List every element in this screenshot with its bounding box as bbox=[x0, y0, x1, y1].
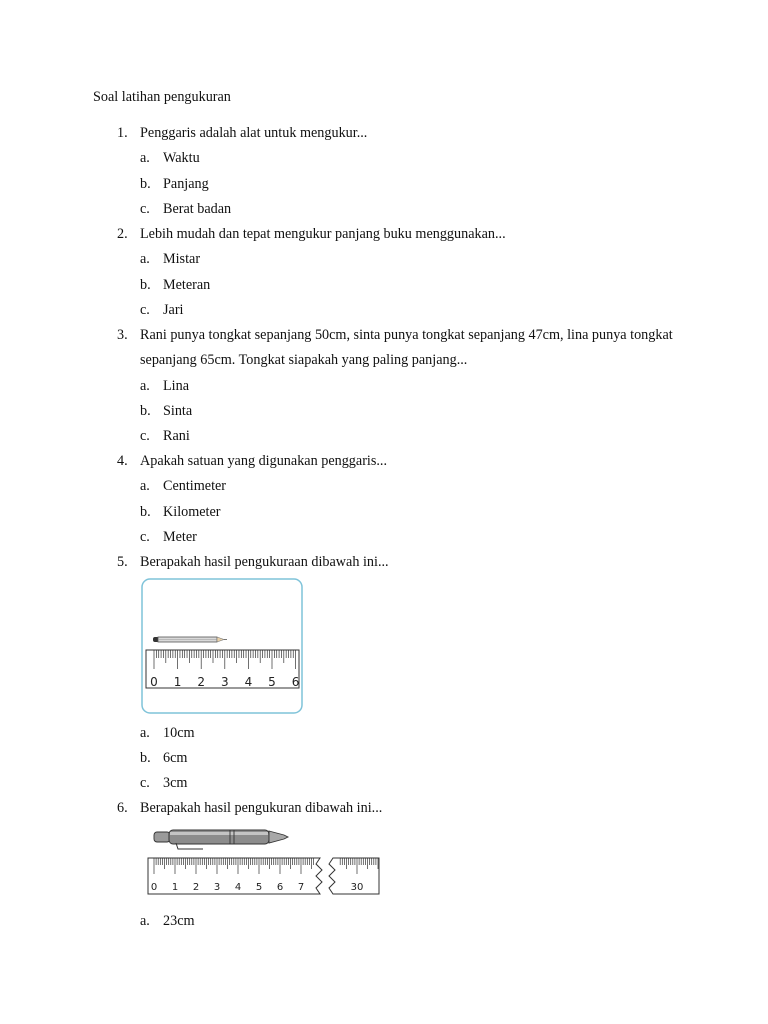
q2-option-b-letter: b. bbox=[140, 277, 151, 293]
ruler-label-2: 2 bbox=[197, 675, 206, 689]
q3-option-b-letter: b. bbox=[140, 403, 151, 419]
q3-option-c-letter: c. bbox=[140, 428, 150, 444]
question-4-text: Apakah satuan yang digunakan penggaris... bbox=[140, 453, 388, 469]
ruler-label-7: 7 bbox=[297, 882, 305, 893]
q1-option-b-letter: b. bbox=[140, 176, 151, 192]
q1-option-a-letter: a. bbox=[140, 150, 150, 166]
question-2-text: Lebih mudah dan tepat mengukur panjang buku menggunakan... bbox=[140, 226, 506, 242]
ruler-label-6: 6 bbox=[291, 675, 300, 689]
q4-option-c: Meter bbox=[163, 529, 197, 545]
ruler-label-1: 1 bbox=[173, 675, 182, 689]
q2-option-a: Mistar bbox=[163, 251, 201, 267]
ruler-label-6: 6 bbox=[276, 882, 284, 893]
ruler-label-3: 3 bbox=[213, 882, 221, 893]
q4-option-a: Centimeter bbox=[163, 478, 227, 494]
q2-option-a-letter: a. bbox=[140, 251, 150, 267]
q4-option-c-letter: c. bbox=[140, 529, 150, 545]
q5-option-a-letter: a. bbox=[140, 725, 150, 741]
ruler-label-4: 4 bbox=[244, 675, 253, 689]
q3-option-c: Rani bbox=[163, 428, 190, 444]
pen-icon bbox=[154, 830, 288, 849]
q4-option-a-letter: a. bbox=[140, 478, 150, 494]
question-4-number: 4. bbox=[117, 453, 128, 469]
question-3-number: 3. bbox=[117, 327, 128, 343]
q5-option-c: 3cm bbox=[163, 775, 188, 791]
q1-option-c: Berat badan bbox=[163, 201, 232, 217]
q1-option-a: Waktu bbox=[163, 150, 200, 166]
question-2-number: 2. bbox=[117, 226, 128, 242]
q6-option-a-letter: a. bbox=[140, 913, 150, 929]
q5-option-b: 6cm bbox=[163, 750, 188, 766]
q4-option-b: Kilometer bbox=[163, 504, 221, 520]
ruler-label-2: 2 bbox=[192, 882, 200, 893]
question-5-text: Berapakah hasil pengukuraan dibawah ini... bbox=[140, 554, 389, 570]
q3-option-b: Sinta bbox=[163, 403, 193, 419]
q3-option-a-letter: a. bbox=[140, 378, 150, 394]
ruler-label-0: 0 bbox=[150, 882, 158, 893]
ruler-label-4: 4 bbox=[234, 882, 242, 893]
q1-option-c-letter: c. bbox=[140, 201, 150, 217]
q2-option-b: Meteran bbox=[163, 277, 211, 293]
ruler-label-5: 5 bbox=[255, 882, 263, 893]
ruler-label-30: 30 bbox=[350, 882, 364, 893]
q2-option-c-letter: c. bbox=[140, 302, 150, 318]
question-6-text: Berapakah hasil pengukuran dibawah ini... bbox=[140, 800, 383, 816]
question-3-text: Rani punya tongkat sepanjang 50cm, sinta punya tongkat sepanjang 47cm, lina punya tongkat sepanjang 65cm. Tongkat siapakah yang paling panjang... bbox=[140, 327, 673, 368]
q5-option-b-letter: b. bbox=[140, 750, 151, 766]
ruler-label-1: 1 bbox=[171, 882, 179, 893]
ruler-label-3: 3 bbox=[220, 675, 229, 689]
document-title: Soal latihan pengukuran bbox=[93, 89, 231, 105]
question-1-text: Penggaris adalah alat untuk mengukur... bbox=[140, 125, 368, 141]
question-6-number: 6. bbox=[117, 800, 128, 816]
q6-option-a: 23cm bbox=[163, 913, 195, 929]
q2-option-c: Jari bbox=[163, 302, 184, 318]
ruler-label-5: 5 bbox=[268, 675, 276, 689]
q5-option-c-letter: c. bbox=[140, 775, 150, 791]
q5-option-a: 10cm bbox=[163, 725, 195, 741]
q4-option-b-letter: b. bbox=[140, 504, 151, 520]
ruler-label-0: 0 bbox=[150, 675, 158, 689]
q3-option-a: Lina bbox=[163, 378, 189, 394]
question-1-number: 1. bbox=[117, 125, 128, 141]
q1-option-b: Panjang bbox=[163, 176, 209, 192]
question-5-number: 5. bbox=[117, 554, 128, 570]
